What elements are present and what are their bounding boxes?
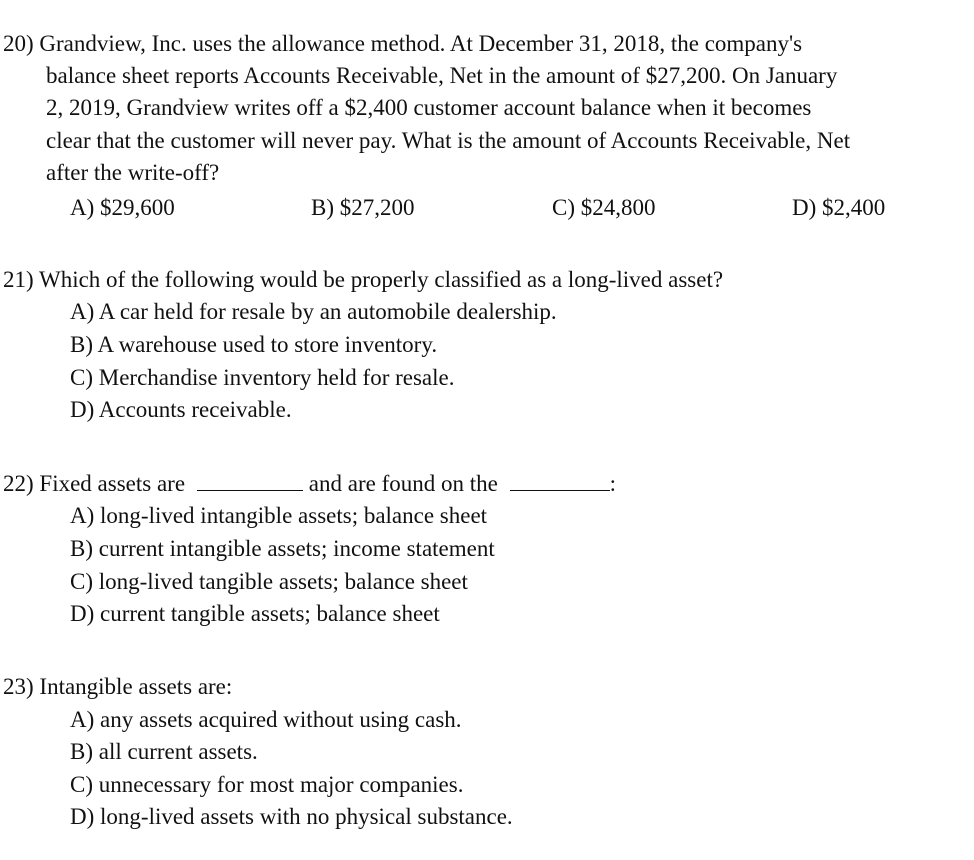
question-22-stem-part-2: and are found on the bbox=[308, 471, 498, 496]
question-21-option-a[interactable]: A) A car held for resale by an automobile dealership. bbox=[70, 299, 557, 324]
question-20-stem-line-5: after the write-off? bbox=[46, 160, 220, 185]
question-20-option-d[interactable]: D) $2,400 bbox=[792, 195, 886, 220]
question-21-option-c[interactable]: C) Merchandise inventory held for resale. bbox=[70, 365, 455, 390]
question-22-option-d[interactable]: D) current tangible assets; balance sheet bbox=[70, 601, 440, 626]
question-22-stem-part-1: 22) Fixed assets are bbox=[3, 471, 186, 496]
question-23-option-b[interactable]: B) all current assets. bbox=[70, 739, 258, 764]
question-22-stem bbox=[3, 468, 616, 501]
question-21-option-b[interactable]: B) A warehouse used to store inventory. bbox=[70, 332, 438, 357]
question-22-option-c[interactable]: C) long-lived tangible assets; balance sheet bbox=[70, 569, 468, 594]
question-21-stem: 21) Which of the following would be properly classified as a long-lived asset? bbox=[3, 267, 724, 292]
question-22-stem-end: : bbox=[609, 471, 616, 496]
question-22-blank-2 bbox=[510, 468, 610, 491]
question-20-stem-line-1: 20) Grandview, Inc. uses the allowance method. At December 31, 2018, the company's bbox=[3, 31, 803, 56]
question-20-option-b[interactable]: B) $27,200 bbox=[311, 195, 415, 220]
question-20-option-c[interactable]: C) $24,800 bbox=[552, 195, 656, 220]
question-20-option-a[interactable]: A) $29,600 bbox=[70, 195, 175, 220]
question-23-option-c[interactable]: C) unnecessary for most major companies. bbox=[70, 772, 464, 797]
question-20-stem-line-3: 2, 2019, Grandview writes off a $2,400 customer account balance when it becomes bbox=[46, 95, 812, 120]
question-21-option-d[interactable]: D) Accounts receivable. bbox=[70, 397, 292, 422]
question-23-option-a[interactable]: A) any assets acquired without using cash. bbox=[70, 707, 462, 732]
question-20-stem-line-4: clear that the customer will never pay. What is the amount of Accounts Receivable, Net bbox=[46, 128, 851, 153]
question-23-stem: 23) Intangible assets are: bbox=[3, 674, 233, 699]
question-22-blank-1 bbox=[197, 468, 303, 491]
question-22-option-b[interactable]: B) current intangible assets; income statement bbox=[70, 536, 495, 561]
question-20-stem-line-2: balance sheet reports Accounts Receivable, Net in the amount of $27,200. On January bbox=[46, 63, 838, 88]
question-23-option-d[interactable]: D) long-lived assets with no physical substance. bbox=[70, 804, 513, 829]
question-22-option-a[interactable]: A) long-lived intangible assets; balance sheet bbox=[70, 503, 488, 528]
